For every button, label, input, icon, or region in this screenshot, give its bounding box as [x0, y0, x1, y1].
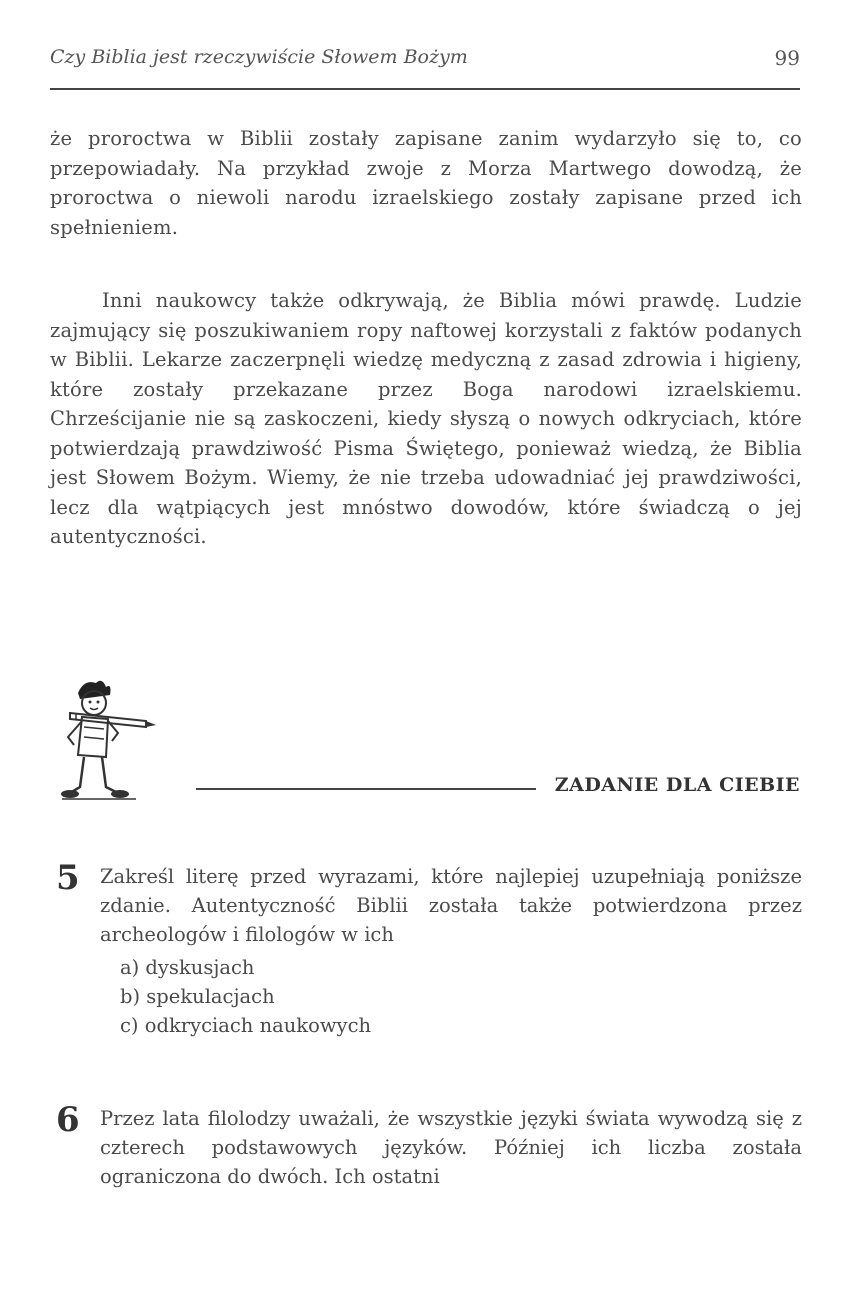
- exercise-5: [50, 858, 802, 1040]
- body-paragraph-1: [50, 124, 802, 242]
- paragraph-text: że proroctwa w Biblii zostały zapisane zanim wydarzyło się to, co przepowiadały. Na przykład zwoje z Morza Martwego dowodzą, że proroctwa o niewoli narodu izraelskiego zostały zapisane przed ich spełnieniem.: [50, 127, 802, 239]
- option-a[interactable]: a) dyskusjach: [120, 956, 255, 979]
- task-banner-label: ZADANIE DLA CIEBIE: [554, 774, 800, 796]
- answer-options: [50, 953, 802, 1040]
- exercise-text: Zakreśl literę przed wyrazami, które najlepiej uzupełniają poniższe zdanie. Autentyczność Biblii została także potwierdzona przez archeologów i filologów w ich: [100, 865, 802, 946]
- header-rule: [50, 88, 800, 90]
- body-paragraph-2: [50, 286, 802, 552]
- exercise-number: 6: [56, 1100, 80, 1140]
- option-b[interactable]: b) spekulacjach: [120, 985, 275, 1008]
- exercise-text: Przez lata filolodzy uważali, że wszystkie języki świata wywodzą się z czterech podstawowych języków. Później ich liczba została ograniczona do dwóch. Ich ostatni: [100, 1107, 802, 1188]
- page-number: 99: [774, 46, 800, 70]
- option-c[interactable]: c) odkryciach naukowych: [120, 1014, 372, 1037]
- boy-with-pencil-illustration: [56, 675, 186, 815]
- task-banner: [56, 675, 806, 815]
- running-head: [50, 42, 800, 72]
- banner-rule: [196, 788, 536, 790]
- exercise-6: [50, 1100, 802, 1191]
- exercise-number: 5: [56, 858, 80, 898]
- paragraph-text: Inni naukowcy także odkrywają, że Biblia mówi prawdę. Ludzie zajmujący się poszukiwaniem ropy naftowej korzystali z faktów podanych w Biblii. Lekarze zaczerpnęli wiedzę medyczną z zasad zdrowia i higieny, które zostały przekazane przez Boga narodowi izraelskiemu. Chrześcijanie nie są zaskoczeni, kiedy słyszą o nowych odkryciach, które potwierdzają prawdziwość Pisma Świętego, ponieważ wiedzą, że Biblia jest Słowem Bożym. Wiemy, że nie trzeba udowadniać jej prawdziwości, lecz dla wątpiących jest mnóstwo dowodów, które świadczą o jej autentyczności.: [50, 289, 802, 548]
- running-head-title: Czy Biblia jest rzeczywiście Słowem Bożym: [50, 46, 468, 68]
